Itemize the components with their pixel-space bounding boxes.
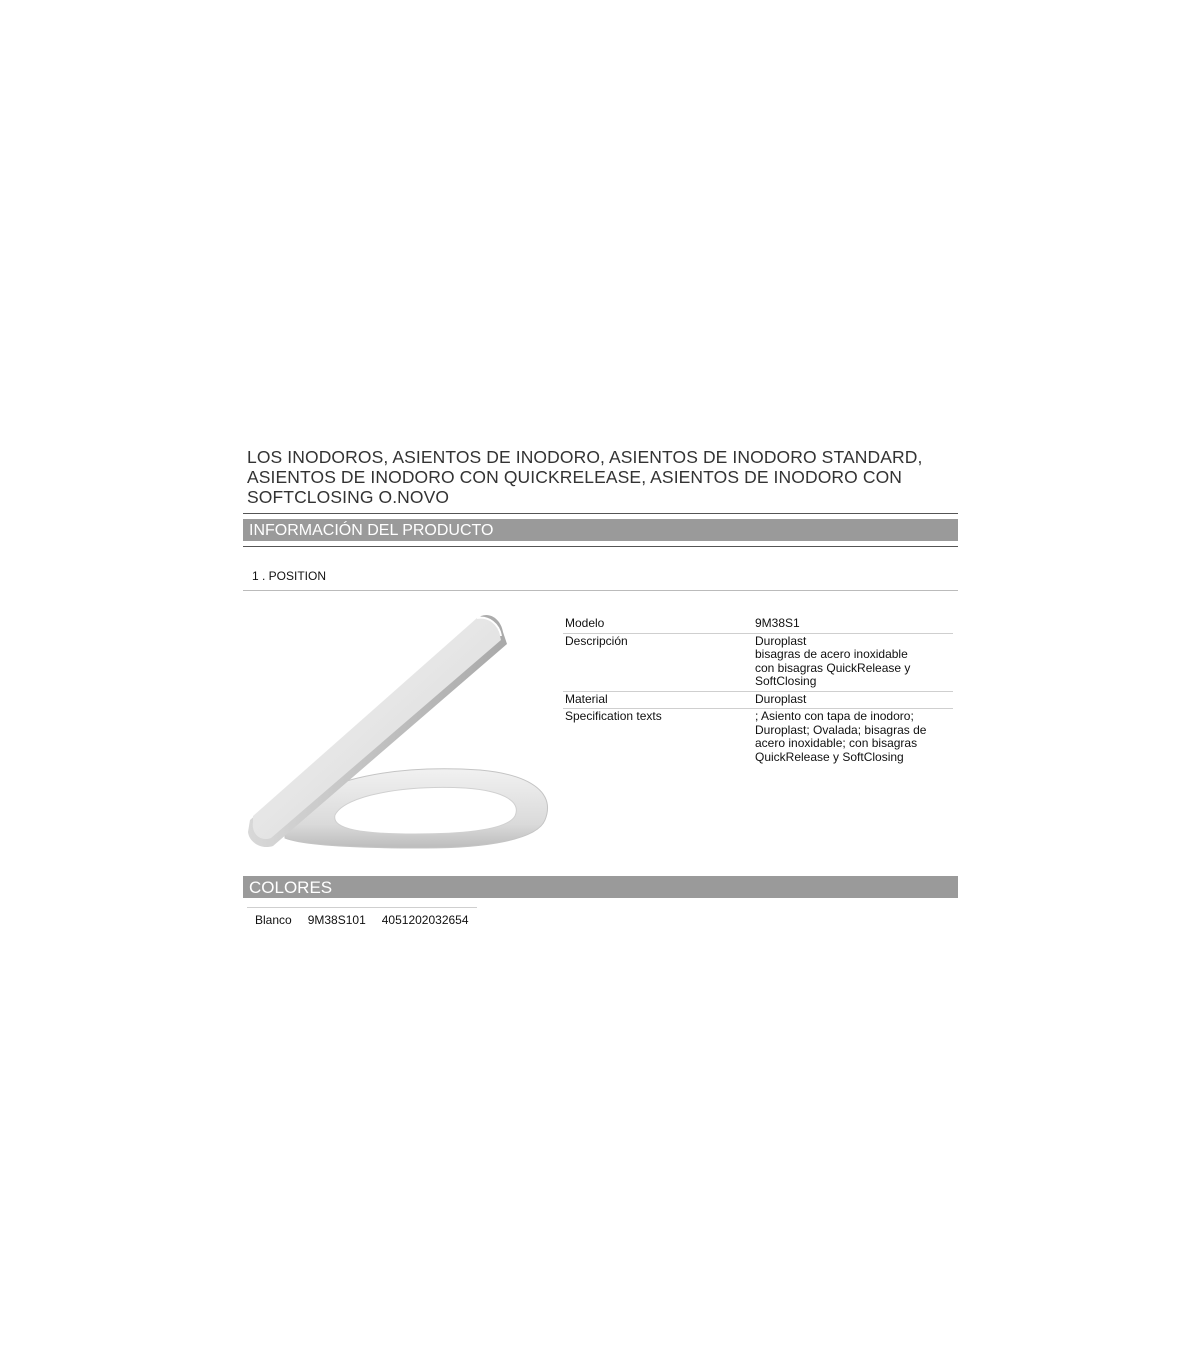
position-label: 1 . POSITION <box>252 569 327 583</box>
spec-value: Duroplast bisagras de acero inoxidable con bisagras QuickRelease y SoftClosing <box>753 633 953 691</box>
spec-key: Specification texts <box>565 709 662 723</box>
position-divider <box>243 590 958 591</box>
spec-key: Modelo <box>563 616 753 633</box>
table-row <box>563 616 953 633</box>
color-name: Blanco <box>247 908 300 933</box>
title-divider <box>243 513 958 514</box>
spec-key: Material <box>563 691 753 709</box>
spec-value: ; Asiento con tapa de inodoro; Duroplast; Ovalada; bisagras de acero inoxidable; con bisagras QuickRelease y SoftClosing <box>755 709 927 764</box>
spec-value: 9M38S1 <box>753 616 953 633</box>
section-divider <box>243 546 958 547</box>
section-colors: COLORES <box>243 876 958 898</box>
colors-table <box>247 907 477 932</box>
section-product-info: INFORMACIÓN DEL PRODUCTO <box>243 519 958 541</box>
page-title: LOS INODOROS, ASIENTOS DE INODORO, ASIENTOS DE INODORO STANDARD, ASIENTOS DE INODORO CON QUICKRELEASE, ASIENTOS DE INODORO CON SOFTCLOSING O.NOVO <box>247 447 923 507</box>
table-row <box>563 691 953 709</box>
table-row <box>563 633 953 691</box>
table-row <box>247 908 477 933</box>
toilet-seat-image <box>245 610 555 855</box>
spec-value: Duroplast <box>753 691 953 709</box>
table-row <box>563 709 953 767</box>
color-ean: 4051202032654 <box>374 908 477 933</box>
color-code: 9M38S101 <box>300 908 374 933</box>
spec-table <box>563 616 953 766</box>
spec-key: Descripción <box>563 633 753 691</box>
